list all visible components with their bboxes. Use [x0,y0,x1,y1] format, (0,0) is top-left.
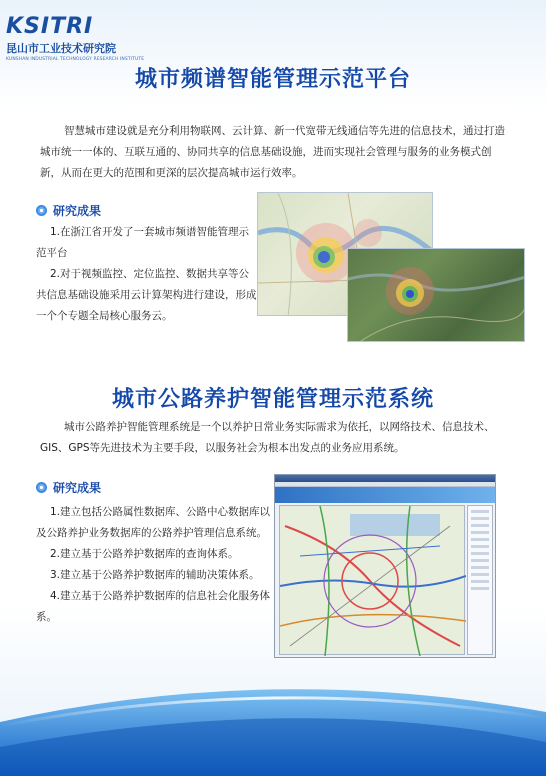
decorative-wave [0,652,546,776]
system-banner [275,487,496,503]
road-network-map [279,505,465,655]
section1-intro: 智慧城市建设就是充分利用物联网、云计算、新一代宽带无线通信等先进的信息技术，通过打造城市统一一体的、互联互通的、协同共享的信息基础设施，进而实现社会管理与服务的业务模式创新，从而在更大的范围和更深的层次提高城市运行效率。 [40,125,505,179]
section1-results-list [36,222,258,327]
results-heading-label: 研究成果 [53,481,102,495]
satellite-heatmap-image [347,248,525,342]
list-item: 3.建立基于公路养护数据库的辅助决策体系。 [50,569,260,581]
road-maintenance-system-screenshot [274,474,496,658]
list-item: 1.在浙江省开发了一套城市频谱智能管理示范平台 [36,226,250,259]
logo-english-name: KUNSHAN INDUSTRIAL TECHNOLOGY RESEARCH INSTITUTE [6,57,145,62]
logo-chinese-name: 昆山市工业技术研究院 [6,42,116,55]
logo-mark: KSITRI [6,14,94,39]
section2-title: 城市公路养护智能管理示范系统 [111,387,434,412]
section1-title: 城市频谱智能管理示范平台 [134,67,411,92]
list-item: 4.建立基于公路养护数据库的信息社会化服务体系。 [36,590,271,623]
section2-intro: 城市公路养护智能管理系统是一个以养护日常业务实际需求为依托，以网络技术、信息技术、GIS、GPS等先进技术为主要手段，以服务社会为根本出发点的业务应用系统。 [40,421,495,454]
layer-panel [467,505,493,655]
list-item: 2.对于视频监控、定位监控、数据共享等公共信息基础设施采用云计算架构进行建设，形成一个个专题全局核心服务云。 [36,268,257,322]
list-item: 2.建立基于公路养护数据库的查询体系。 [50,548,239,560]
window-titlebar [275,475,495,482]
section1-results-heading [36,202,101,219]
section2-results-list [36,502,274,628]
bullet-circle-icon [36,482,47,493]
bullet-circle-icon [36,205,47,216]
list-item: 1.建立包括公路属性数据库、公路中心数据库以及公路养护业务数据库的公路养护管理信息系统。 [36,506,271,539]
institute-logo [6,16,156,62]
section2-results-heading [36,479,101,496]
results-heading-label: 研究成果 [53,204,102,218]
